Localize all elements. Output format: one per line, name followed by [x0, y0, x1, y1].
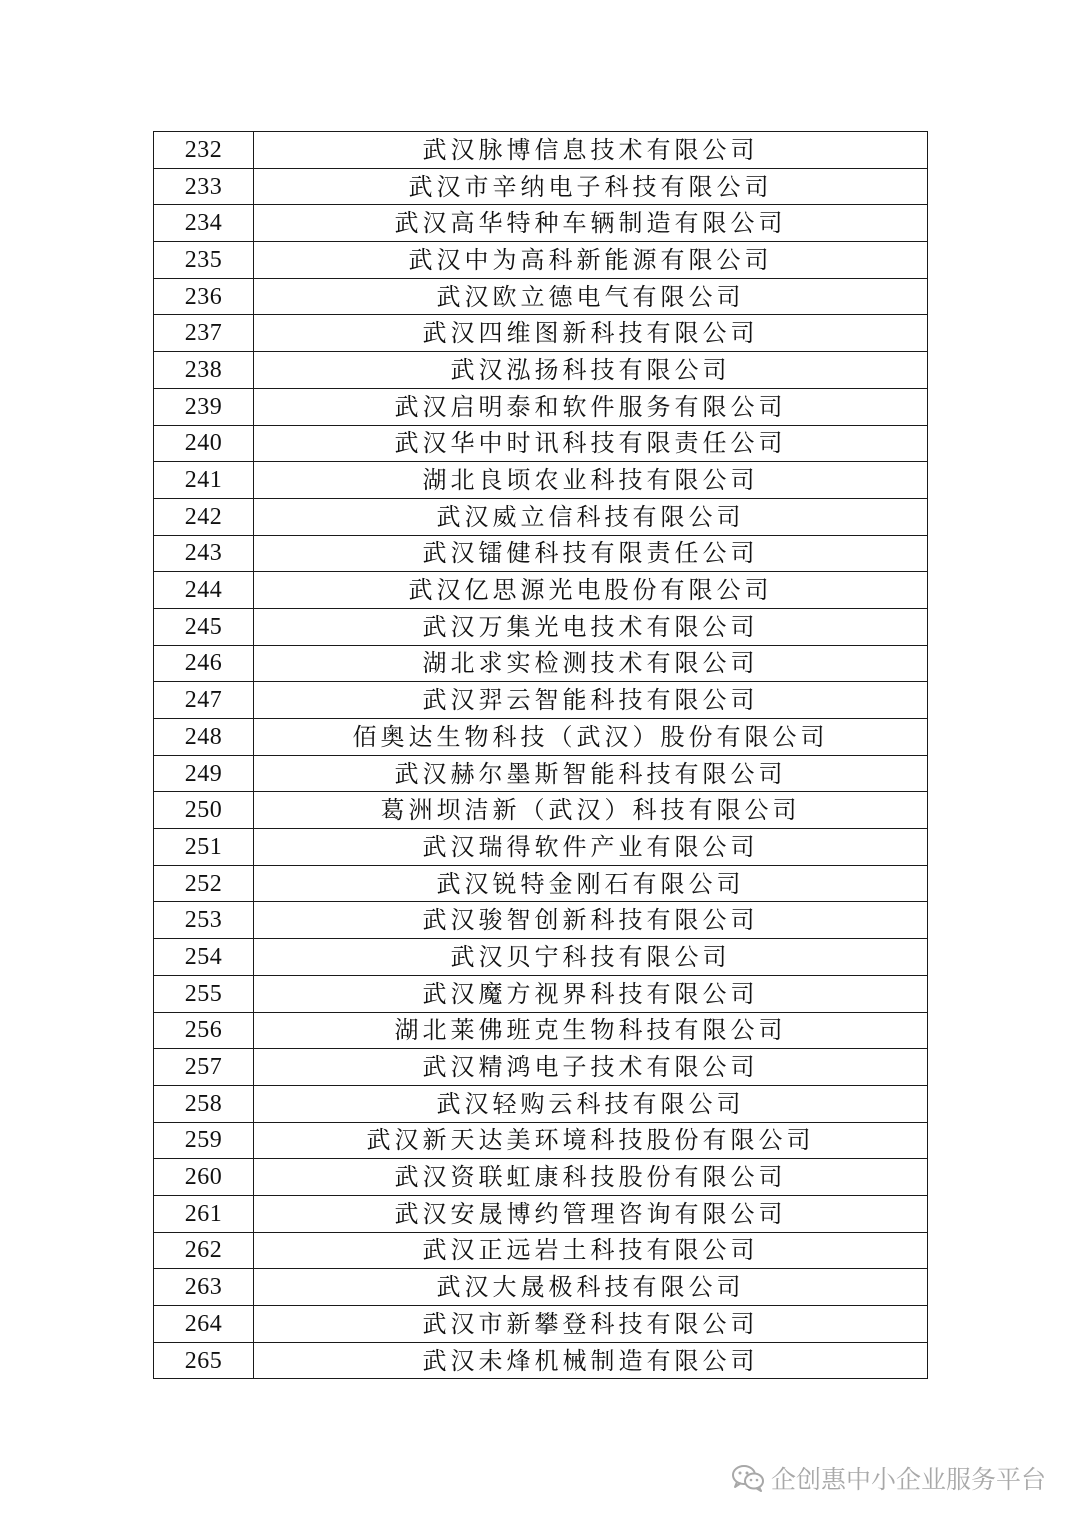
table-row: [154, 1159, 928, 1196]
row-number: 242: [154, 498, 254, 535]
company-name: 武汉亿思源光电股份有限公司: [254, 572, 928, 609]
company-name: 武汉资联虹康科技股份有限公司: [254, 1159, 928, 1196]
company-name: 武汉赫尔墨斯智能科技有限公司: [254, 755, 928, 792]
table-row: [154, 1269, 928, 1306]
row-number: 243: [154, 535, 254, 572]
company-list-table: [153, 131, 928, 1379]
row-number: 263: [154, 1269, 254, 1306]
company-name: 武汉正远岩土科技有限公司: [254, 1232, 928, 1269]
row-number: 255: [154, 975, 254, 1012]
row-number: 262: [154, 1232, 254, 1269]
row-number: 259: [154, 1122, 254, 1159]
table-row: [154, 572, 928, 609]
row-number: 240: [154, 425, 254, 462]
row-number: 260: [154, 1159, 254, 1196]
table-row: [154, 1049, 928, 1086]
row-number: 238: [154, 352, 254, 389]
company-name: 佰奥达生物科技（武汉）股份有限公司: [254, 719, 928, 756]
row-number: 232: [154, 132, 254, 169]
company-name: 武汉市辛纳电子科技有限公司: [254, 168, 928, 205]
table-row: [154, 1085, 928, 1122]
row-number: 248: [154, 719, 254, 756]
row-number: 235: [154, 242, 254, 279]
row-number: 265: [154, 1342, 254, 1379]
row-number: 257: [154, 1049, 254, 1086]
row-number: 237: [154, 315, 254, 352]
table-row: [154, 1195, 928, 1232]
row-number: 256: [154, 1012, 254, 1049]
table-row: [154, 242, 928, 279]
row-number: 253: [154, 902, 254, 939]
table-row: [154, 608, 928, 645]
company-name: 武汉锐特金刚石有限公司: [254, 865, 928, 902]
row-number: 251: [154, 829, 254, 866]
row-number: 239: [154, 388, 254, 425]
table-row: [154, 719, 928, 756]
company-name: 武汉未烽机械制造有限公司: [254, 1342, 928, 1379]
row-number: 236: [154, 278, 254, 315]
table-row: [154, 1122, 928, 1159]
row-number: 264: [154, 1306, 254, 1343]
table-row: [154, 1232, 928, 1269]
row-number: 254: [154, 939, 254, 976]
company-name: 武汉脉博信息技术有限公司: [254, 132, 928, 169]
company-name: 葛洲坝洁新（武汉）科技有限公司: [254, 792, 928, 829]
table-row: [154, 352, 928, 389]
company-name: 武汉欧立德电气有限公司: [254, 278, 928, 315]
company-name: 湖北求实检测技术有限公司: [254, 645, 928, 682]
company-name: 武汉贝宁科技有限公司: [254, 939, 928, 976]
table-row: [154, 278, 928, 315]
table-row: [154, 498, 928, 535]
table-row: [154, 205, 928, 242]
row-number: 246: [154, 645, 254, 682]
watermark: [731, 1460, 1046, 1496]
table-body: [154, 132, 928, 1379]
table-row: [154, 902, 928, 939]
row-number: 244: [154, 572, 254, 609]
table-row: [154, 682, 928, 719]
row-number: 250: [154, 792, 254, 829]
row-number: 252: [154, 865, 254, 902]
row-number: 241: [154, 462, 254, 499]
table-row: [154, 792, 928, 829]
company-name: 武汉魔方视界科技有限公司: [254, 975, 928, 1012]
company-name: 武汉瑞得软件产业有限公司: [254, 829, 928, 866]
table-row: [154, 939, 928, 976]
table-row: [154, 132, 928, 169]
row-number: 261: [154, 1195, 254, 1232]
company-name: 武汉精鸿电子技术有限公司: [254, 1049, 928, 1086]
company-name: 武汉羿云智能科技有限公司: [254, 682, 928, 719]
company-name: 武汉镭健科技有限责任公司: [254, 535, 928, 572]
company-name: 武汉新天达美环境科技股份有限公司: [254, 1122, 928, 1159]
table-row: [154, 425, 928, 462]
table-row: [154, 1306, 928, 1343]
table-row: [154, 535, 928, 572]
company-name: 武汉轻购云科技有限公司: [254, 1085, 928, 1122]
watermark-text: 企创惠中小企业服务平台: [770, 1465, 1046, 1494]
table-row: [154, 865, 928, 902]
row-number: 249: [154, 755, 254, 792]
row-number: 258: [154, 1085, 254, 1122]
company-name: 武汉中为高科新能源有限公司: [254, 242, 928, 279]
row-number: 233: [154, 168, 254, 205]
table-row: [154, 462, 928, 499]
company-name: 武汉泓扬科技有限公司: [254, 352, 928, 389]
company-name: 武汉万集光电技术有限公司: [254, 608, 928, 645]
company-name: 武汉安晟博约管理咨询有限公司: [254, 1195, 928, 1232]
company-name: 湖北莱佛班克生物科技有限公司: [254, 1012, 928, 1049]
company-name: 武汉四维图新科技有限公司: [254, 315, 928, 352]
company-name: 武汉大晟极科技有限公司: [254, 1269, 928, 1306]
wechat-icon: [731, 1464, 765, 1492]
company-name: 湖北良顷农业科技有限公司: [254, 462, 928, 499]
table-row: [154, 1342, 928, 1379]
table-row: [154, 315, 928, 352]
row-number: 245: [154, 608, 254, 645]
table-row: [154, 168, 928, 205]
table-row: [154, 975, 928, 1012]
table-row: [154, 388, 928, 425]
company-name: 武汉高华特种车辆制造有限公司: [254, 205, 928, 242]
table-row: [154, 645, 928, 682]
company-name: 武汉市新攀登科技有限公司: [254, 1306, 928, 1343]
company-name: 武汉启明泰和软件服务有限公司: [254, 388, 928, 425]
row-number: 234: [154, 205, 254, 242]
row-number: 247: [154, 682, 254, 719]
table-row: [154, 1012, 928, 1049]
company-name: 武汉骏智创新科技有限公司: [254, 902, 928, 939]
company-name: 武汉华中时讯科技有限责任公司: [254, 425, 928, 462]
table-row: [154, 755, 928, 792]
company-name: 武汉威立信科技有限公司: [254, 498, 928, 535]
table-row: [154, 829, 928, 866]
